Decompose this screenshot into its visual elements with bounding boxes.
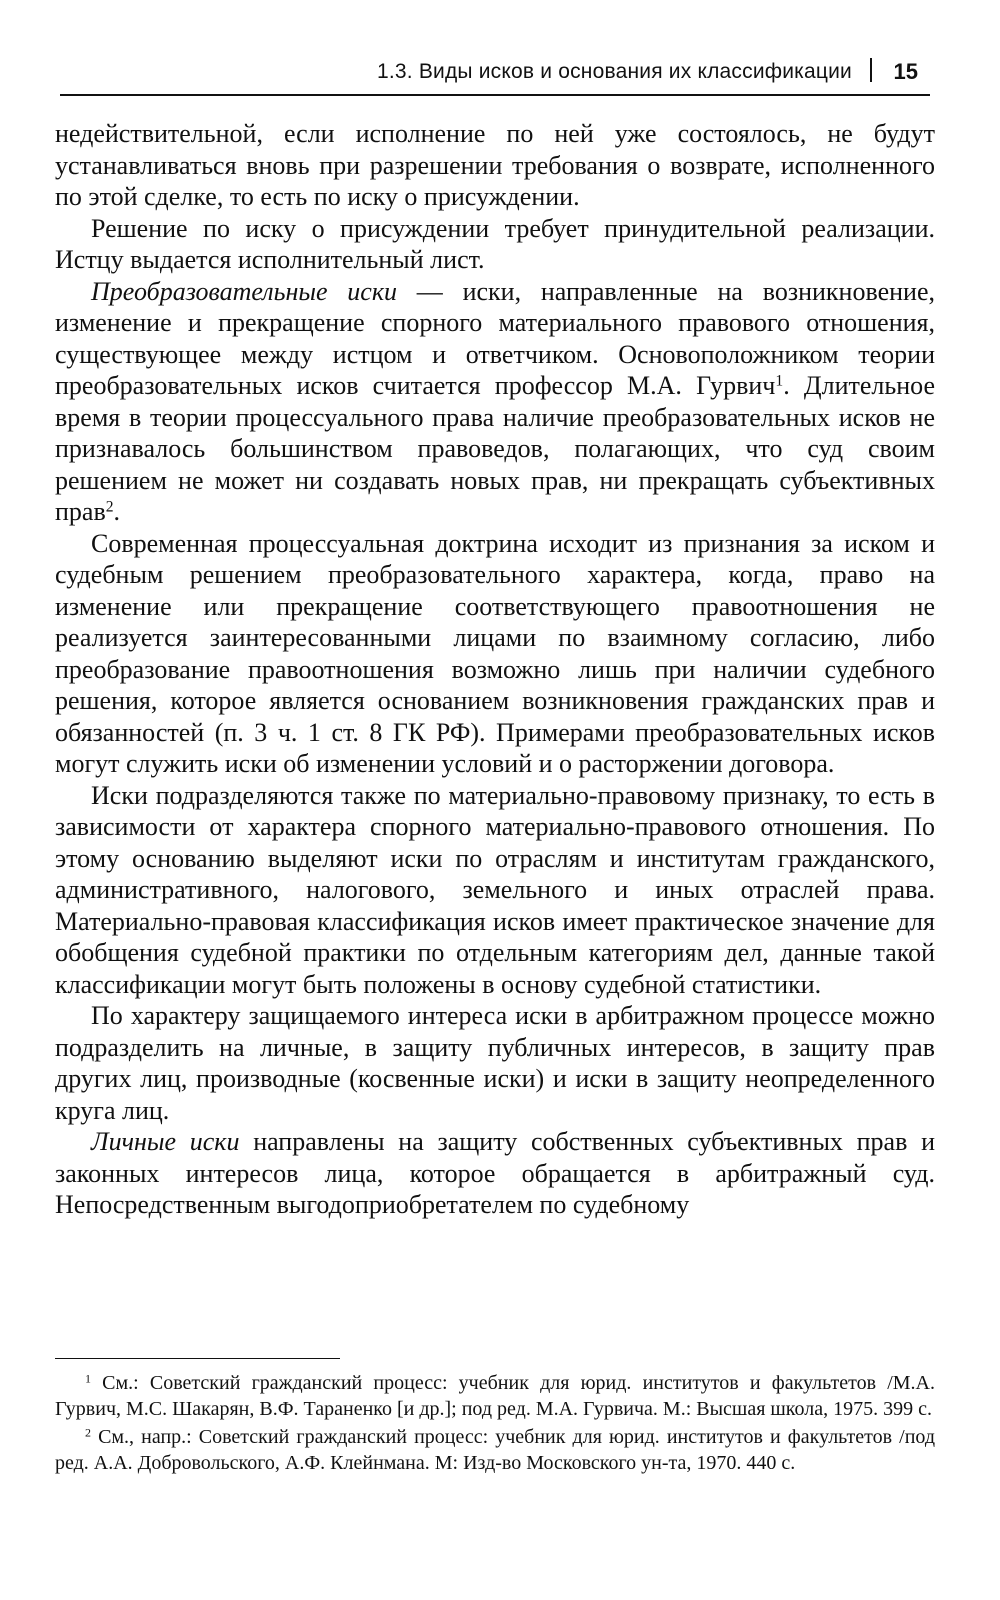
footnote-marker: 2 [85, 1425, 91, 1440]
footnote-ref-1: 1 [775, 372, 784, 390]
paragraph-text: — иски, направленные на возникновение, изменение и прекращение спорного материального правового отношения, существующее между истцом и ответчиком. Основоположником теории преобразовательных исков считается профессор М.А. Гурвич [55, 276, 935, 400]
paragraph-continuation: недействительной, если исполнение по ней уже состоялось, не будут устанавливаться вновь при разрешении требования о возврате, исполненного по этой сделке, то есть по иску о присуждении. [55, 119, 935, 211]
italic-term: Преобразовательные иски [91, 276, 397, 306]
footnote-divider [55, 1358, 340, 1359]
paragraph-text: . Длительное время в теории процессуального права наличие преобразовательных исков не признавалось большинством правоведов, полагающих, что суд своим решением не может ни создавать новых прав, ни прекращать субъективных прав [55, 371, 935, 526]
paragraph-transformative-claims [55, 276, 935, 528]
page-number: 15 [893, 59, 918, 84]
paragraph-personal-claims [55, 1126, 935, 1221]
main-text [55, 118, 935, 1221]
footnote-2 [55, 1424, 935, 1476]
paragraph-text: . [113, 497, 121, 526]
paragraph: Современная процессуальная доктрина исходит из признания за иском и судебным решением преобразовательного характера, когда, право на изменение или прекращение соответствующего правоотношения не реализуется заинтересованными лицами по взаимному согласию, либо преобразование правоотношения возможно лишь при наличии судебного решения, которое является основанием возникновения гражданских прав и обязанностей (п. 3 ч. 1 ст. 8 ГК РФ). Примерами преобразовательных исков могут служить иски об изменении условий и о расторжении договора. [55, 528, 935, 778]
section-title: 1.3. Виды исков и основания их классификации [376, 60, 852, 83]
footnote-ref-2: 2 [105, 498, 114, 516]
footnotes [55, 1370, 935, 1478]
footnote-text: См., напр.: Советский гражданский процесс: учебник для юрид. институтов и факультетов /под ред. А.А. Добровольского, А.Ф. Клейнмана. М: Изд-во Московского ун-та, 1970. 440 с. [55, 1426, 935, 1474]
paragraph: Иски подразделяются также по материально-правовому признаку, то есть в зависимости от характера спорного материально-правового отношения. По этому основанию выделяют иски по отраслям и институтам гражданского, административного, налогового, земельного и иных отраслей права. Материально-правовая классификация исков имеет практическое значение для обобщения судебной практики по отдельным категориям дел, данные такой классификации могут быть положены в основу судебной статистики. [55, 780, 935, 999]
header-separator [870, 58, 872, 82]
paragraph: По характеру защищаемого интереса иски в арбитражном процессе можно подразделить на личные, в защиту публичных интересов, в защиту прав других лиц, производные (косвенные иски) и иски в защиту неопределенного круга лиц. [55, 1001, 935, 1125]
running-header [60, 54, 930, 96]
paragraph: Решение по иску о присуждении требует принудительной реализации. Истцу выдается исполнительный лист. [55, 213, 935, 274]
footnote-marker: 1 [85, 1371, 91, 1386]
paragraph-text: направлены на защиту собственных субъективных прав и законных интересов лица, которое обращается в арбитражный суд. Непосредственным выгодоприобретателем по судебному [55, 1127, 935, 1219]
footnote-1 [55, 1370, 935, 1422]
footnote-text: См.: Советский гражданский процесс: учебник для юрид. институтов и факультетов /М.А. Гурвич, М.С. Шакарян, В.Ф. Тараненко [и др.]; под ред. М.А. Гурвича. М.: Высшая школа, 1975. 399 с. [55, 1372, 935, 1420]
italic-term: Личные иски [91, 1127, 240, 1156]
